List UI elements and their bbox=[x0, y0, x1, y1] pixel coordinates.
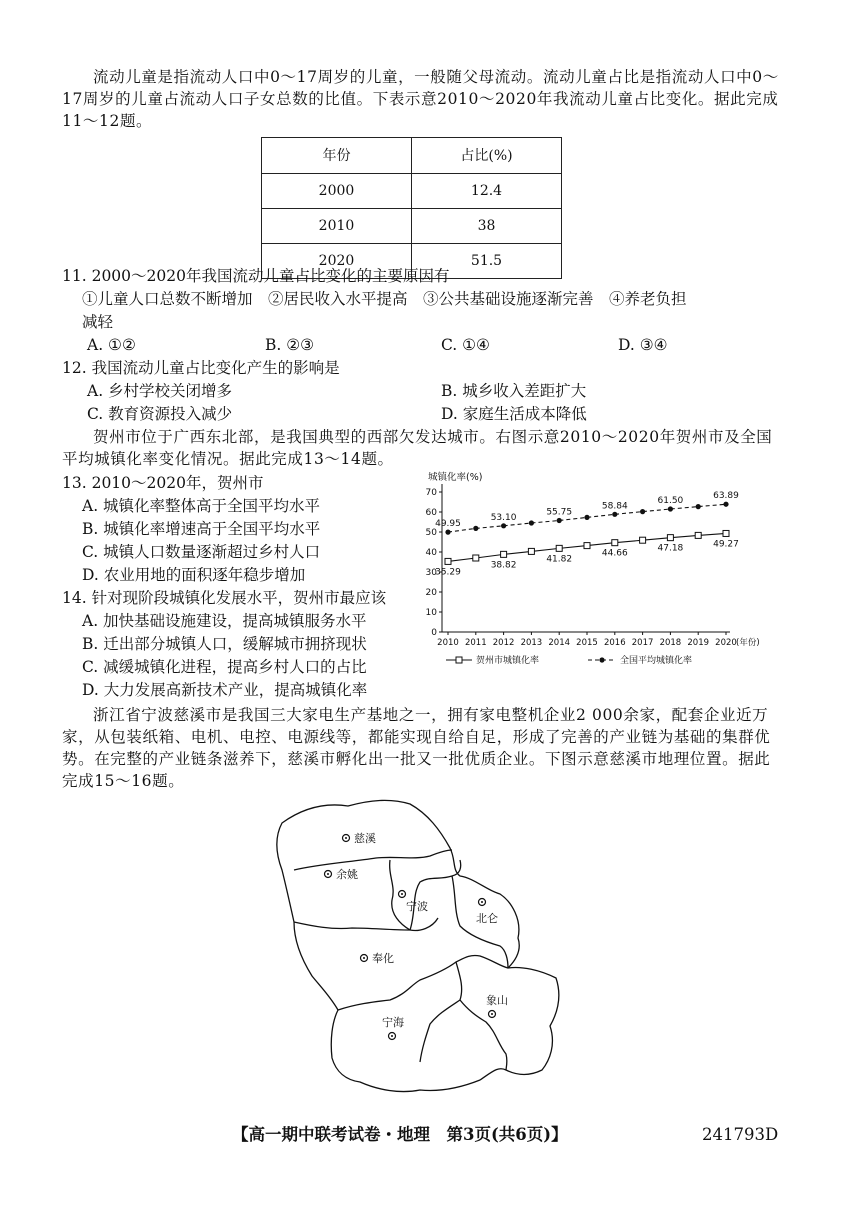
question-13-stem: 13. 2010～2020年，贺州市 bbox=[62, 474, 264, 492]
option-d: D. 大力发展高新技术产业，提高城镇化率 bbox=[82, 681, 368, 699]
question-11-items-continued: 减轻 bbox=[82, 313, 114, 331]
table-cell: 38 bbox=[412, 209, 562, 244]
question-11-items: ①儿童人口总数不断增加 ②居民收入水平提高 ③公共基础设施逐渐完善 ④养老负担 bbox=[82, 290, 687, 308]
x-tick-label: 2012 bbox=[492, 638, 515, 648]
data-label-hezhou: 44.66 bbox=[601, 548, 628, 559]
table-cell: 2020 bbox=[262, 244, 412, 279]
table-cell: 51.5 bbox=[412, 244, 562, 279]
data-point-hezhou bbox=[528, 548, 534, 554]
y-tick-label: 10 bbox=[425, 608, 437, 618]
x-tick-label: 2016 bbox=[603, 638, 626, 648]
data-point-national bbox=[696, 504, 701, 509]
x-tick-label: 2010 bbox=[437, 638, 459, 648]
city-label-beilun: 北仑 bbox=[476, 912, 498, 925]
intro-paragraph-3: 浙江省宁波慈溪市是我国三大家电生产基地之一，拥有家电整机企业2 000余家，配套企业近万家，从包装纸箱、电机、电控、电源线等，都能实现自给自足，形成了完善的产业链为基础的集群优势。在完整的产业链条滋养下，慈溪市孵化出一批又一批优质企业。下图示意慈溪市地理位置。据此完成15～16题。 bbox=[62, 706, 771, 790]
option-b: B. 迁出部分城镇人口，缓解城市拥挤现状 bbox=[82, 635, 367, 653]
y-tick-label: 50 bbox=[425, 528, 437, 538]
city-label-fenghua: 奉化 bbox=[372, 952, 394, 965]
urbanization-rate-chart bbox=[420, 470, 800, 670]
migrant-children-table bbox=[261, 137, 562, 279]
data-point-national bbox=[557, 518, 562, 523]
x-tick-label: 2019 bbox=[687, 638, 710, 648]
option-b: B. 城镇化率增速高于全国平均水平 bbox=[82, 520, 321, 538]
option-c: C. 减缓城镇化进程，提高乡村人口的占比 bbox=[82, 658, 367, 676]
table-header-ratio: 占比(%) bbox=[412, 138, 562, 174]
data-point-national bbox=[668, 506, 673, 511]
data-label-national: 61.50 bbox=[657, 496, 684, 506]
data-point-national bbox=[445, 530, 450, 535]
option-c: C. 教育资源投入减少 bbox=[87, 405, 233, 423]
data-point-national bbox=[612, 512, 617, 517]
data-point-hezhou bbox=[556, 545, 562, 551]
option-d: D. ③④ bbox=[618, 336, 668, 354]
table-cell: 2010 bbox=[262, 209, 412, 244]
city-label-yuyao: 余姚 bbox=[336, 868, 358, 881]
x-tick-label: 2015 bbox=[576, 638, 598, 648]
data-label-national: 53.10 bbox=[490, 512, 517, 523]
intro-paragraph-1: 流动儿童是指流动人口中0～17周岁的儿童，一般随父母流动。流动儿童占比是指流动人口中0～17周岁的儿童占流动人口子女总数的比值。下表示意2010～2020年我流动儿童占比变化。据此完成11～12题。 bbox=[62, 68, 779, 130]
data-point-national bbox=[640, 509, 645, 514]
data-point-hezhou bbox=[695, 532, 701, 538]
option-a: A. ①② bbox=[87, 336, 136, 354]
city-label-ningbo: 宁波 bbox=[406, 900, 428, 913]
data-label-hezhou: 49.27 bbox=[713, 539, 739, 550]
data-point-hezhou bbox=[445, 558, 451, 564]
legend-label-national: 全国平均城镇化率 bbox=[620, 656, 693, 666]
table-cell: 12.4 bbox=[412, 174, 562, 209]
intro-paragraph-2: 贺州市位于广西东北部，是我国典型的西部欠发达城市。右图示意2010～2020年贺州市及全国平均城镇化率变化情况。据此完成13～14题。 bbox=[62, 428, 773, 468]
x-tick-label: 2020 bbox=[715, 638, 737, 648]
legend-marker-national bbox=[599, 657, 604, 662]
option-b: B. ②③ bbox=[265, 336, 315, 354]
option-a: A. 乡村学校关闭增多 bbox=[87, 382, 233, 400]
city-label-ninghai: 宁海 bbox=[382, 1016, 404, 1029]
y-tick-label: 30 bbox=[425, 568, 437, 578]
data-point-hezhou bbox=[640, 537, 646, 543]
table-cell: 2000 bbox=[262, 174, 412, 209]
option-d: D. 农业用地的面积逐年稳步增加 bbox=[82, 566, 306, 584]
data-point-national bbox=[473, 526, 478, 531]
legend-marker-hezhou bbox=[456, 657, 462, 663]
option-c: C. 城镇人口数量逐渐超过乡村人口 bbox=[82, 543, 321, 561]
map-boundary bbox=[420, 1000, 460, 1062]
city-label-cixi: 慈溪 bbox=[354, 832, 376, 845]
data-label-national: 49.95 bbox=[435, 519, 461, 530]
page-footer-title: 【高一期中联考试卷・地理 第3页(共6页)】 bbox=[232, 1125, 568, 1144]
y-tick-label: 70 bbox=[425, 488, 437, 498]
x-tick-label: 2014 bbox=[548, 638, 571, 648]
table-row bbox=[262, 209, 562, 244]
option-a: A. 城镇化率整体高于全国平均水平 bbox=[82, 497, 321, 515]
y-axis-label: 城镇化率(%) bbox=[428, 472, 483, 483]
data-point-national bbox=[584, 515, 589, 520]
data-label-national: 63.89 bbox=[713, 491, 739, 502]
data-label-hezhou: 35.29 bbox=[435, 567, 461, 578]
map-boundary bbox=[390, 860, 438, 931]
x-tick-label: 2013 bbox=[520, 638, 543, 648]
map-boundary bbox=[294, 850, 452, 870]
question-14-stem: 14. 针对现阶段城镇化发展水平，贺州市最应该 bbox=[62, 589, 387, 607]
y-tick-label: 40 bbox=[425, 548, 437, 558]
city-label-xiangshan: 象山 bbox=[486, 994, 508, 1007]
x-tick-label: 2018 bbox=[659, 638, 682, 648]
data-point-hezhou bbox=[612, 540, 618, 546]
data-label-national: 58.84 bbox=[601, 501, 628, 512]
map-boundary bbox=[456, 962, 507, 1070]
y-tick-label: 20 bbox=[425, 588, 437, 598]
data-point-hezhou bbox=[473, 555, 479, 561]
question-11-stem: 11. 2000～2020年我国流动儿童占比变化的主要原因有 bbox=[62, 267, 450, 285]
map-boundary bbox=[338, 955, 508, 1010]
map-boundary bbox=[294, 922, 410, 930]
map-outer-boundary bbox=[277, 800, 559, 1091]
question-12-stem: 12. 我国流动儿童占比变化产生的影响是 bbox=[62, 359, 340, 377]
cixi-location-map bbox=[260, 790, 580, 1102]
data-label-hezhou: 38.82 bbox=[490, 560, 517, 571]
legend-label-hezhou: 贺州市城镇化率 bbox=[476, 656, 540, 666]
data-point-hezhou bbox=[584, 543, 590, 549]
page-footer-code: 241793D bbox=[702, 1125, 779, 1144]
data-label-national: 55.75 bbox=[546, 507, 573, 518]
option-d: D. 家庭生活成本降低 bbox=[441, 405, 587, 423]
y-tick-label: 60 bbox=[425, 508, 437, 518]
data-point-hezhou bbox=[667, 535, 673, 541]
table-header-year: 年份 bbox=[262, 138, 412, 174]
data-point-hezhou bbox=[723, 530, 729, 536]
x-tick-label: 2011 bbox=[464, 638, 487, 648]
y-tick-label: 0 bbox=[431, 628, 437, 638]
option-a: A. 加快基础设施建设，提高城镇服务水平 bbox=[82, 612, 367, 630]
option-b: B. 城乡收入差距扩大 bbox=[441, 382, 587, 400]
data-point-national bbox=[501, 523, 506, 528]
map-boundary bbox=[410, 860, 461, 930]
option-c: C. ①④ bbox=[441, 336, 490, 354]
data-label-hezhou: 47.18 bbox=[657, 543, 684, 554]
data-point-national bbox=[529, 520, 534, 525]
data-point-national bbox=[723, 502, 728, 507]
x-tick-label: 2017 bbox=[631, 638, 654, 648]
table-header-row bbox=[262, 138, 562, 174]
table-row bbox=[262, 174, 562, 209]
data-label-hezhou: 41.82 bbox=[546, 554, 573, 565]
data-point-hezhou bbox=[501, 551, 507, 557]
x-axis-label: (年份) bbox=[736, 638, 760, 648]
